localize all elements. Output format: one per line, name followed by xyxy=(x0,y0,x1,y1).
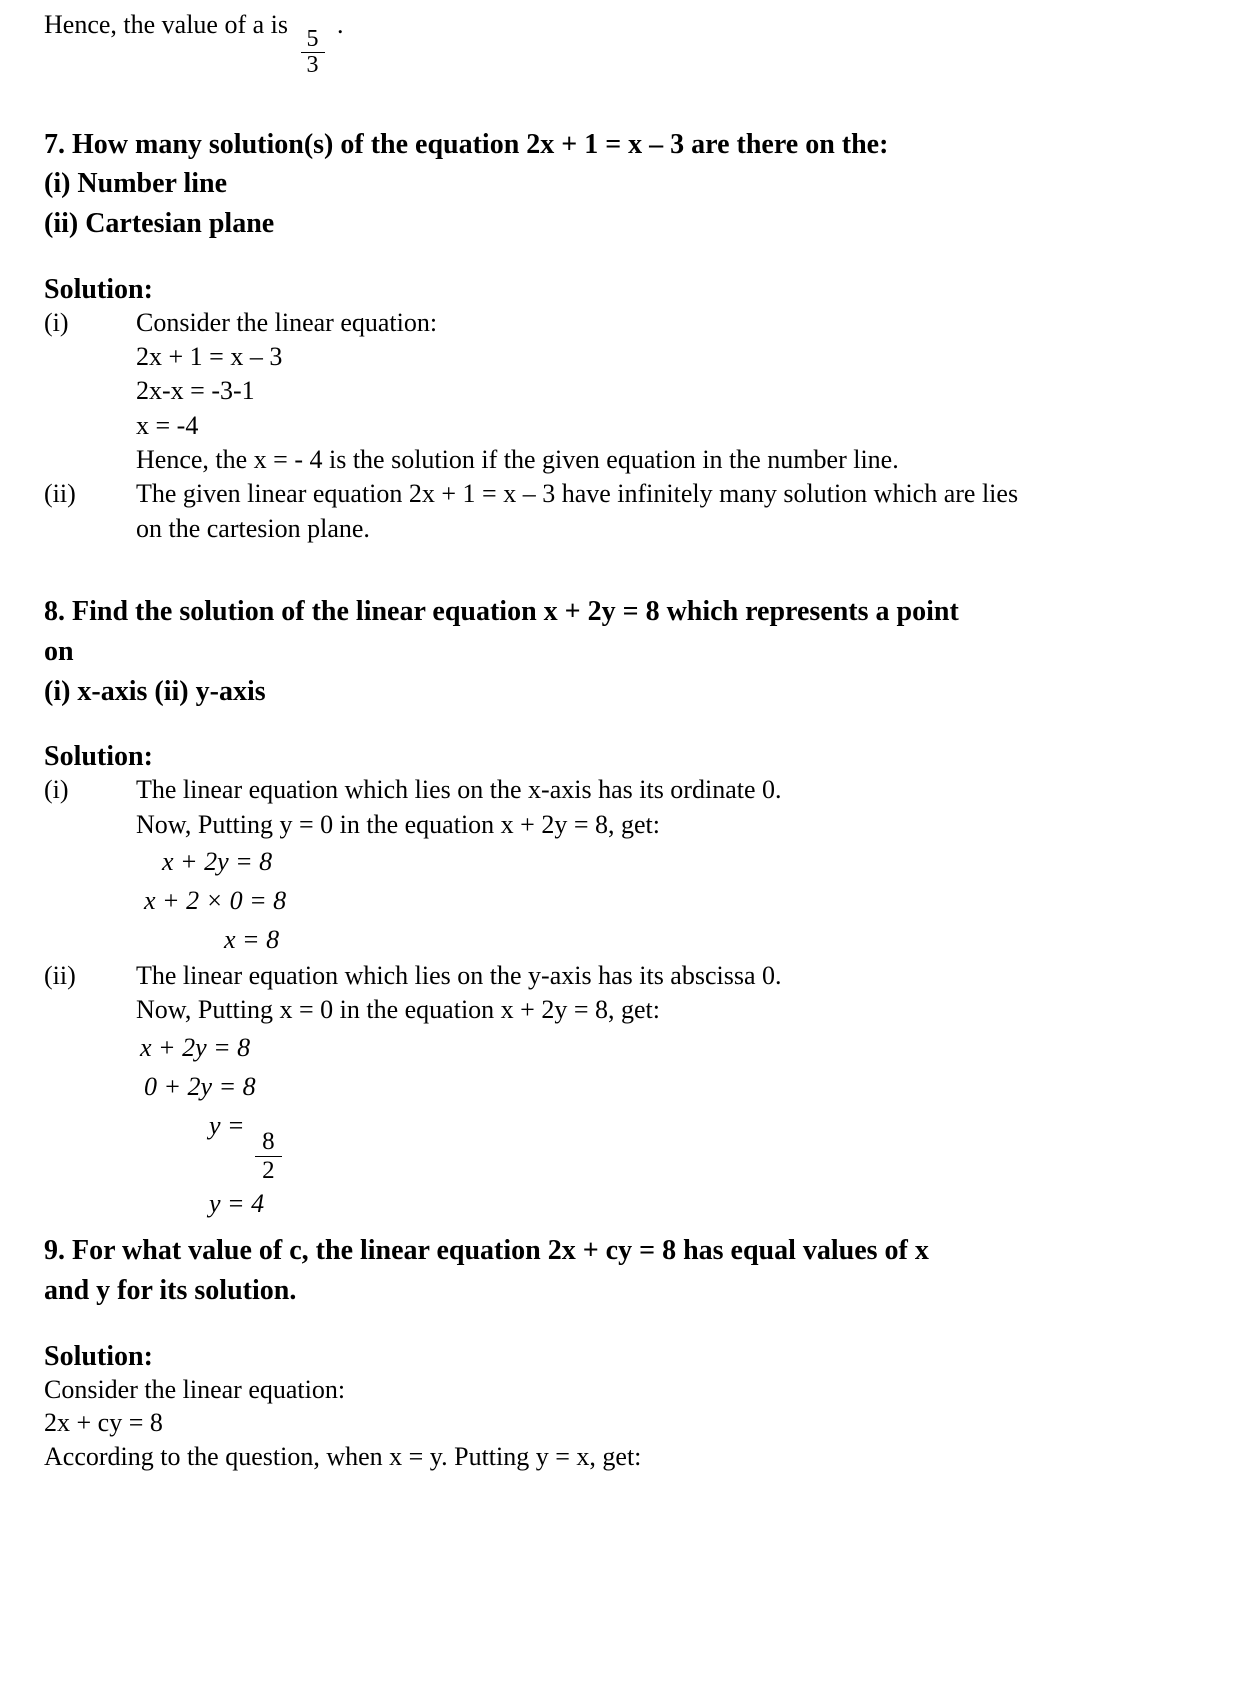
question-7-item-i-line-1: Consider the linear equation: xyxy=(136,307,438,337)
question-9-line-3: According to the question, when x = y. Putting y = x, get: xyxy=(44,1442,642,1472)
fraction-5-over-3 xyxy=(301,27,325,78)
question-7-item-i xyxy=(44,306,1208,340)
question-8-math-7: y = 4 xyxy=(209,1189,265,1218)
top-continuation-line xyxy=(44,8,1208,79)
fraction-8-over-2 xyxy=(255,1128,282,1184)
question-7-heading-line-2: (i) Number line xyxy=(44,168,228,200)
question-8-math-1: x + 2y = 8 xyxy=(162,846,273,876)
question-8-math-6-lhs: y = xyxy=(209,1110,245,1140)
question-8-math-3: x = 8 xyxy=(224,924,280,954)
fraction-numerator: 8 xyxy=(262,1128,275,1155)
spacer xyxy=(44,244,1208,274)
question-8-item-ii-line-2: Now, Putting x = 0 in the equation x + 2y = 8, get: xyxy=(136,995,660,1025)
top-line-suffix: . xyxy=(337,10,344,39)
question-7-item-ii-marker: (ii) xyxy=(44,479,76,509)
question-7-item-ii-line-1: The given linear equation 2x + 1 = x – 3 have infinitely many solution which are lies xyxy=(136,479,1019,509)
spacer xyxy=(44,711,1208,741)
question-8-math-2: x + 2 × 0 = 8 xyxy=(144,885,287,915)
question-8-item-ii-line-1: The linear equation which lies on the y-axis has its abscissa 0. xyxy=(136,960,782,990)
question-8-item-i xyxy=(44,773,1208,807)
spacer xyxy=(44,79,1208,125)
spacer xyxy=(44,1223,1208,1231)
question-8-heading-line-3: (i) x-axis (ii) y-axis xyxy=(44,675,266,707)
question-9-heading-line-2: and y for its solution. xyxy=(44,1274,297,1306)
question-7-item-i-line-5: Hence, the x = - 4 is the solution if the given equation in the number line. xyxy=(136,445,899,475)
question-8-item-ii-marker: (ii) xyxy=(44,960,76,990)
question-7-heading-line-1: 7. How many solution(s) of the equation 2x + 1 = x – 3 are there on the: xyxy=(44,128,889,160)
question-8-heading-line-2: on xyxy=(44,635,74,667)
question-7-heading-line-3: (ii) Cartesian plane xyxy=(44,208,275,240)
spacer xyxy=(44,1311,1208,1341)
question-8-item-i-line-1: The linear equation which lies on the x-axis has its ordinate 0. xyxy=(136,775,782,805)
fraction-denominator: 2 xyxy=(255,1156,282,1185)
question-8-math-5: 0 + 2y = 8 xyxy=(144,1071,256,1101)
question-7-item-i-line-4: x = -4 xyxy=(136,410,199,440)
top-line-prefix: Hence, the value of a is xyxy=(44,10,289,39)
question-7-item-ii-line-2: on the cartesion plane. xyxy=(136,513,370,543)
question-9-line-2: 2x + cy = 8 xyxy=(44,1408,163,1438)
question-7-solution-label: Solution: xyxy=(44,273,153,305)
question-8-item-i-line-2: Now, Putting y = 0 in the equation x + 2y = 8, get: xyxy=(136,809,660,839)
fraction-denominator: 3 xyxy=(301,52,325,78)
question-9-heading-line-1: 9. For what value of c, the linear equation 2x + cy = 8 has equal values of x xyxy=(44,1235,929,1266)
question-8-item-ii xyxy=(44,959,1208,993)
spacer xyxy=(44,546,1208,592)
question-7-item-i-marker: (i) xyxy=(44,307,69,337)
question-7-item-ii xyxy=(44,477,1208,511)
question-8-math-6 xyxy=(209,1106,1208,1185)
question-7-item-i-line-3: 2x-x = -3-1 xyxy=(136,376,255,406)
question-9-solution-label: Solution: xyxy=(44,1340,153,1372)
fraction-numerator: 5 xyxy=(306,26,319,53)
question-9-line-1: Consider the linear equation: xyxy=(44,1374,346,1404)
question-8-item-i-marker: (i) xyxy=(44,775,69,805)
question-8-math-4: x + 2y = 8 xyxy=(140,1032,251,1062)
question-8-solution-label: Solution: xyxy=(44,741,153,773)
question-7-item-i-line-2: 2x + 1 = x – 3 xyxy=(136,342,283,372)
question-8-heading-line-1: 8. Find the solution of the linear equation x + 2y = 8 which represents a point xyxy=(44,596,959,627)
